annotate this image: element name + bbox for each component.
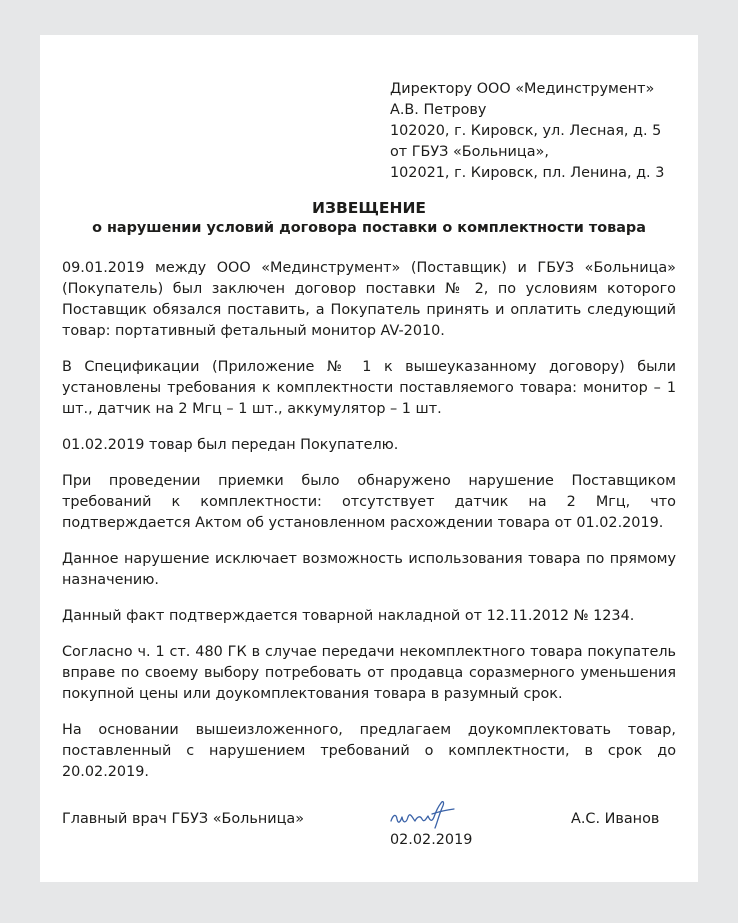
body-paragraph: На основании вышеизложенного, предлагаем доукомплектовать товар, поставленный с нарушением требований о комплектности, в срок до 20.02.2019. [62,722,676,780]
document-title: ИЗВЕЩЕНИЕ [311,199,427,217]
addressee-line: 102020, г. Кировск, ул. Лесная, д. 5 [390,123,662,139]
addressee-line: Директору ООО «Мединструмент» [390,81,655,97]
addressee-line: А.В. Петрову [390,102,487,118]
body-paragraph: При проведении приемки было обнаружено нарушение Поставщиком требований к комплектности: отсутствует датчик на 2 Мгц, что подтверждается Актом об установленном расхождении товара от 01.02.2019. [62,473,676,531]
addressee-line: 102021, г. Кировск, пл. Ленина, д. 3 [390,165,665,181]
addressee-block [390,79,690,184]
handwritten-signature [388,797,460,831]
body-paragraph: 01.02.2019 товар был передан Покупателю. [62,437,399,453]
body-paragraph: Данный факт подтверждается товарной накладной от 12.11.2012 № 1234. [62,608,635,624]
body-paragraph: Согласно ч. 1 ст. 480 ГК в случае передачи некомплектного товара покупатель вправе по своему выбору потребовать от продавца соразмерного уменьшения покупной цены или доукомплектования товара в разумный срок. [62,644,676,702]
document-page [40,35,698,882]
body-paragraph: В Спецификации (Приложение № 1 к вышеуказанному договору) были установлены требования к комплектности поставляемого товара: монитор – 1 шт., датчик на 2 Мгц – 1 шт., аккумулятор – 1 шт. [62,359,676,417]
document-body [62,258,676,798]
addressee-line: от ГБУЗ «Больница», [390,144,549,160]
body-paragraph: Данное нарушение исключает возможность использования товара по прямому назначению. [62,551,676,588]
signatory-position: Главный врач ГБУЗ «Больница» [62,811,305,827]
body-paragraph: 09.01.2019 между ООО «Мединструмент» (Поставщик) и ГБУЗ «Больница» (Покупатель) был заключен договор поставки № 2, по условиям которого Поставщик обязался поставить, а Покупатель принять и оплатить следующий товар: портативный фетальный монитор AV-2010. [62,260,676,339]
document-subtitle: о нарушении условий договора поставки о комплектности товара [92,220,646,236]
signature-date: 02.02.2019 [390,832,473,848]
signatory-name: А.С. Иванов [571,811,660,827]
